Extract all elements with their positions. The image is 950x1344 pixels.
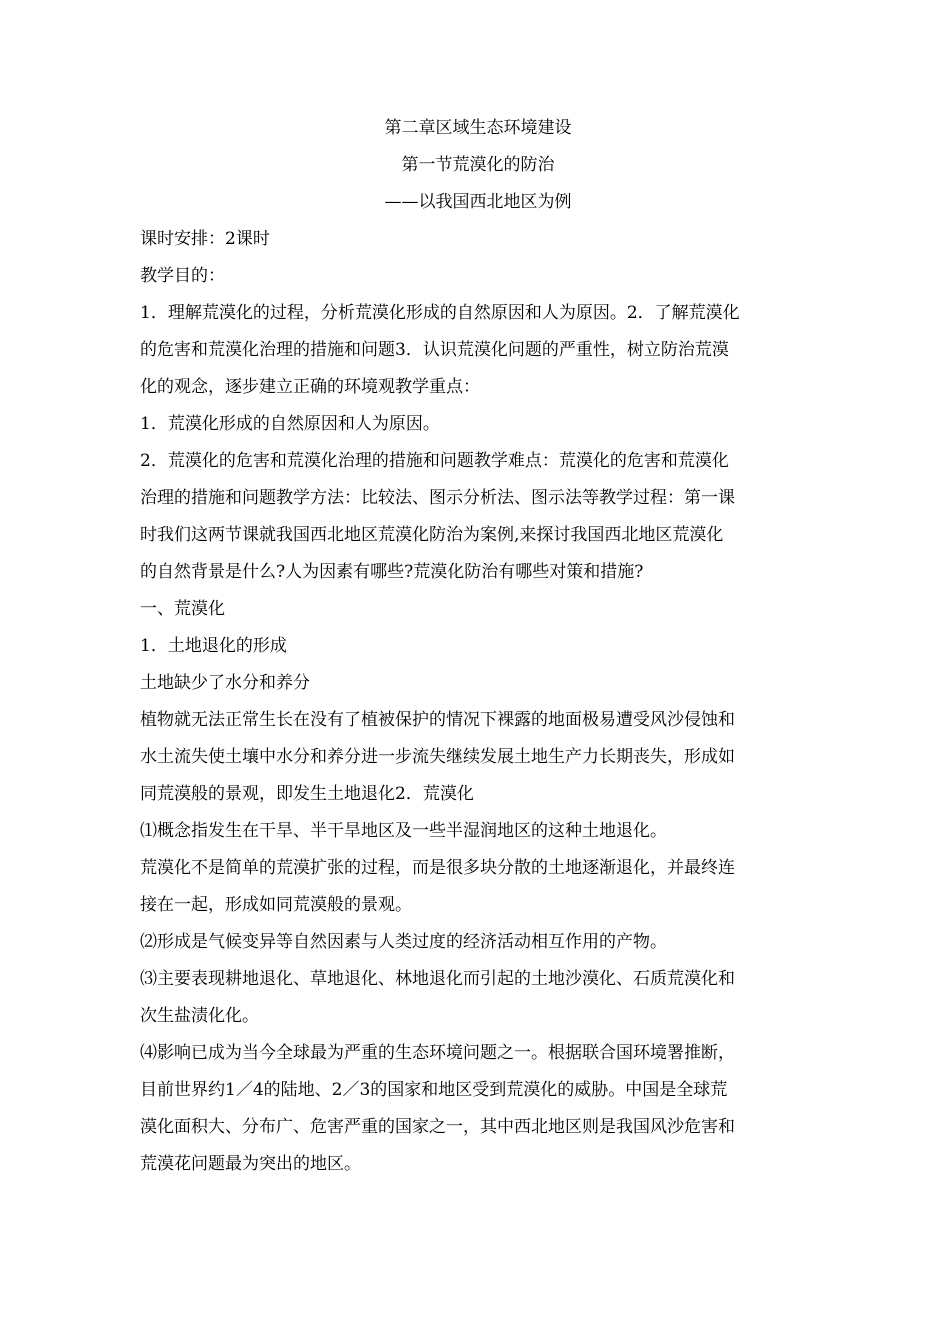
body-line: ⑵形成是气候变异等自然因素与人类过度的经济活动相互作用的产物。 [140,932,667,952]
section-subtitle: ——以我国西北地区为例 [384,192,572,212]
body-line: 土地缺少了水分和养分 [140,673,310,693]
body-line: 1．荒漠化形成的自然原因和人为原因。 [140,414,440,434]
subsection-heading: 1．土地退化的形成 [140,636,287,656]
body-line: ⑶主要表现耕地退化、草地退化、林地退化而引起的土地沙漠化、石质荒漠化和 [140,969,735,989]
body-line: 水土流失使土壤中水分和养分进一步流失继续发展土地生产力长期丧失，形成如 [140,747,735,767]
body-line: 的自然背景是什么?人为因素有哪些?荒漠化防治有哪些对策和措施? [140,562,644,582]
section-title: 第一节荒漠化的防治 [401,155,555,175]
body-line: 次生盐渍化化。 [140,1006,259,1026]
section-heading: 一、荒漠化 [140,599,225,619]
body-line: 接在一起，形成如同荒漠般的景观。 [140,895,412,915]
document-body [140,221,816,1183]
body-line: 化的观念，逐步建立正确的环境观教学重点： [140,377,480,397]
body-line: 2．荒漠化的危害和荒漠化治理的措施和问题教学难点：荒漠化的危害和荒漠化 [140,451,729,471]
chapter-title: 第二章区域生态环境建设 [384,118,572,138]
body-line: ⑷影响已成为当今全球最为严重的生态环境问题之一。根据联合国环境署推断， [140,1043,735,1063]
body-line: 植物就无法正常生长在没有了植被保护的情况下裸露的地面极易遭受风沙侵蚀和 [140,710,735,730]
document-page [140,110,816,1183]
body-line: 教学目的： [140,266,225,286]
document-title-block [140,110,816,221]
body-line: ⑴概念指发生在干旱、半干旱地区及一些半湿润地区的这种土地退化。 [140,821,667,841]
body-line: 课时安排：2课时 [140,229,270,249]
body-line: 同荒漠般的景观，即发生土地退化2．荒漠化 [140,784,474,804]
body-line: 荒漠花问题最为突出的地区。 [140,1154,361,1174]
body-line: 目前世界约1／4的陆地、2／3的国家和地区受到荒漠化的威胁。中国是全球荒 [140,1080,728,1100]
body-line: 1．理解荒漠化的过程，分析荒漠化形成的自然原因和人为原因。2．了解荒漠化 [140,303,740,323]
body-line: 漠化面积大、分布广、危害严重的国家之一，其中西北地区则是我国风沙危害和 [140,1117,735,1137]
body-line: 治理的措施和问题教学方法：比较法、图示分析法、图示法等教学过程：第一课 [140,488,735,508]
body-line: 时我们这两节课就我国西北地区荒漠化防治为案例,来探讨我国西北地区荒漠化 [140,525,724,545]
body-line: 荒漠化不是简单的荒漠扩张的过程，而是很多块分散的土地逐渐退化，并最终连 [140,858,735,878]
body-line: 的危害和荒漠化治理的措施和问题3．认识荒漠化问题的严重性，树立防治荒漠 [140,340,729,360]
